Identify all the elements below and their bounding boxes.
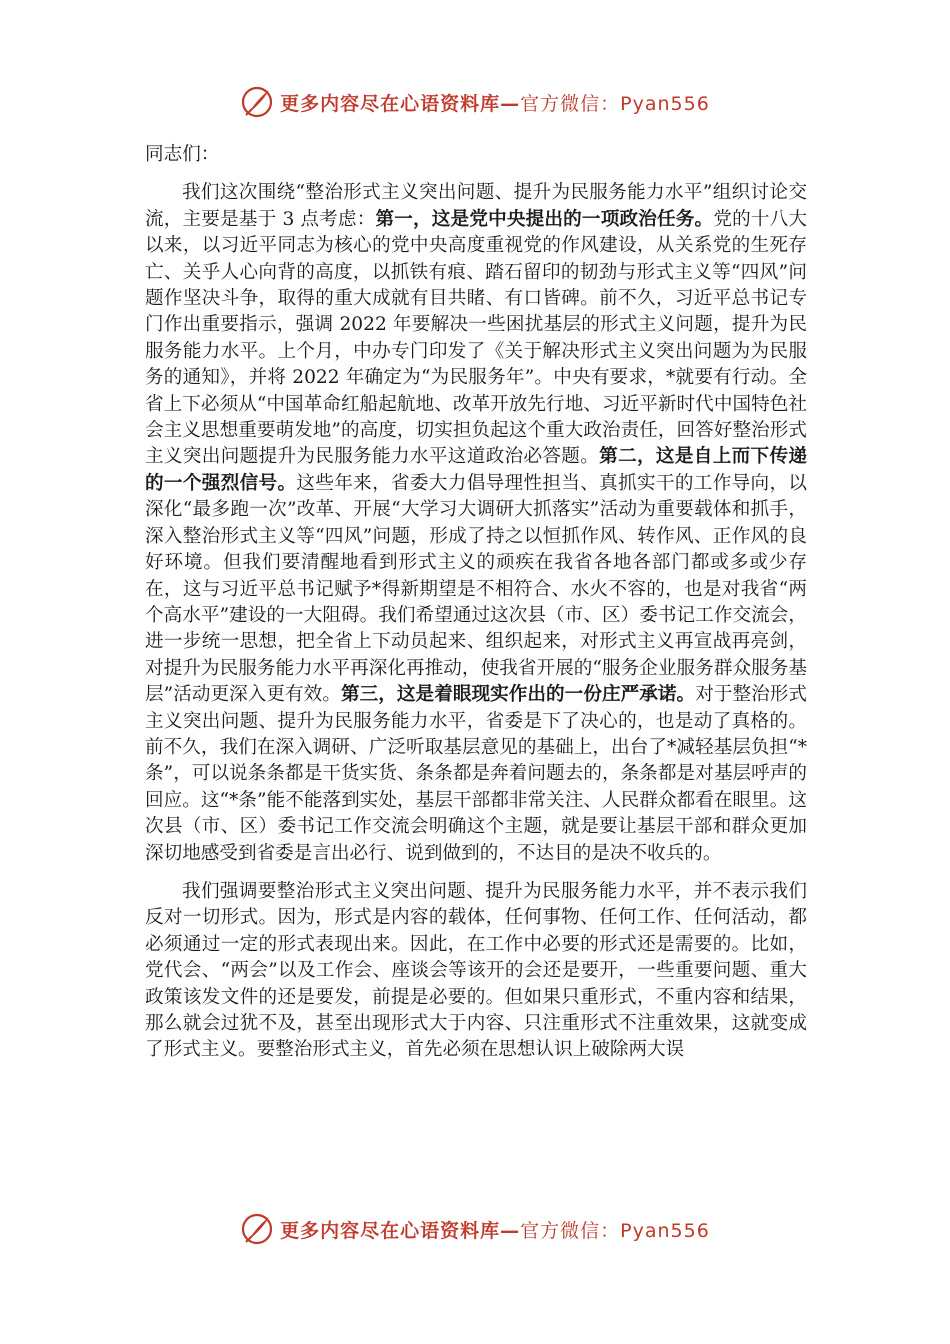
p1-point-three-body: 对于整治形式主义突出问题、提升为民服务能力水平，省委是下了决心的，也是动了真格的。前不久，我们在深入调研、广泛听取基层意见的基础上，出台了*减轻基层负担“*条”，可以说条条都是干货实货、条条都是奔着问题去的，条条都是对基层呼声的回应。这“*条”能不能落到实处，基层干部都非常关注、人民群众都看在眼里。这次县（市、区）委书记工作交流会明确这个主题，就是要让基层干部和群众更加深切地感受到省委是言出必行、说到做到的，不达目的是决不收兵的。: [145, 684, 807, 864]
footer-banner: [0, 1209, 950, 1249]
banner-text: [280, 89, 710, 116]
p1-intro: 我们这次围绕“整治形式主义突出问题、提升为民服务能力水平”组织讨论交流，主要是基于 3 点考虑：: [145, 182, 807, 230]
p1-point-three: 第三，这是着眼现实作出的一份庄严承诺。: [340, 684, 696, 706]
banner-library-text: 更多内容尽在心语资料库—: [280, 1219, 521, 1242]
p1-point-one-body: 党的十八大以来，以习近平同志为核心的党中央高度重视党的作风建设，从关系党的生死存亡、关乎人心向背的高度，以抓铁有痕、踏石留印的韧劲与形式主义等“四风”问题作坚决斗争，取得的重大成就有目共睹、有口皆碑。前不久，习近平总书记专门作出重要指示，强调 2022 年要解决一些困扰基层的形式主义问题，提升为民服务能力水平。上个月，中办专门印发了《关于解决形式主义突出问题为为民服务的通知》，并将 2022 年确定为“为民服务年”。中央有要求，*就要有行动。全省上下必须从“中国革命红船起航地、改革开放先行地、习近平新时代中国特色社会主义思想重要萌发地”的高度，切实担负起这个重大政治责任，回答好整治形式主义突出问题提升为民服务能力水平这道政治必答题。: [145, 208, 807, 468]
header-banner: [0, 82, 950, 122]
salutation: 同志们：: [145, 144, 220, 165]
paragraph-1: [145, 180, 807, 867]
banner-wechat-text: 官方微信：Pyan556: [520, 1219, 710, 1242]
p1-point-two: 第二，这是自上而下传递的一个强烈信号。: [145, 446, 807, 494]
p1-point-one: 第一，这是党中央提出的一项政治任务。: [375, 208, 714, 230]
banner-text: [280, 1216, 710, 1243]
document-body: [145, 142, 807, 1076]
banner-library-text: 更多内容尽在心语资料库—: [280, 92, 521, 115]
paragraph-2: 我们强调要整治形式主义突出问题、提升为民服务能力水平，并不表示我们反对一切形式。因为，形式是内容的载体，任何事物、任何工作、任何活动，都必须通过一定的形式表现出来。因此，在工作中必要的形式还是需要的。比如，党代会、“两会”以及工作会、座谈会等该开的会还是要开，一些重要问题、重大政策该发文件的还是要发，前提是必要的。但如果只重形式，不重内容和结果，那么就会过犹不及，甚至出现形式大于内容、只注重形式不注重效果，这就变成了形式主义。要整治形式主义，首先必须在思想认识上破除两大误: [145, 880, 807, 1061]
quill-pen-logo: [240, 1212, 274, 1246]
banner-wechat-text: 官方微信：Pyan556: [520, 92, 710, 115]
quill-pen-logo: [240, 85, 274, 119]
p1-point-two-body: 这些年来，省委大力倡导理性担当、真抓实干的工作导向，以深化“最多跑一次”改革、开展“大学习大调研大抓落实”活动为重要载体和抓手，深入整治形式主义等“四风”问题，形成了持之以恒抓作风、转作风、正作风的良好环境。但我们要清醒地看到形式主义的顽疾在我省各地各部门都或多或少存在，这与习近平总书记赋予*得新期望是不相符合、水火不容的，也是对我省“两个高水平”建设的一大阻碍。我们希望通过这次县（市、区）委书记工作交流会，进一步统一思想，把全省上下动员起来、组织起来，对形式主义再宣战再亮剑，对提升为民服务能力水平再深化再推动，使我省开展的“服务企业服务群众服务基层”活动更深入更有效。: [145, 472, 807, 706]
